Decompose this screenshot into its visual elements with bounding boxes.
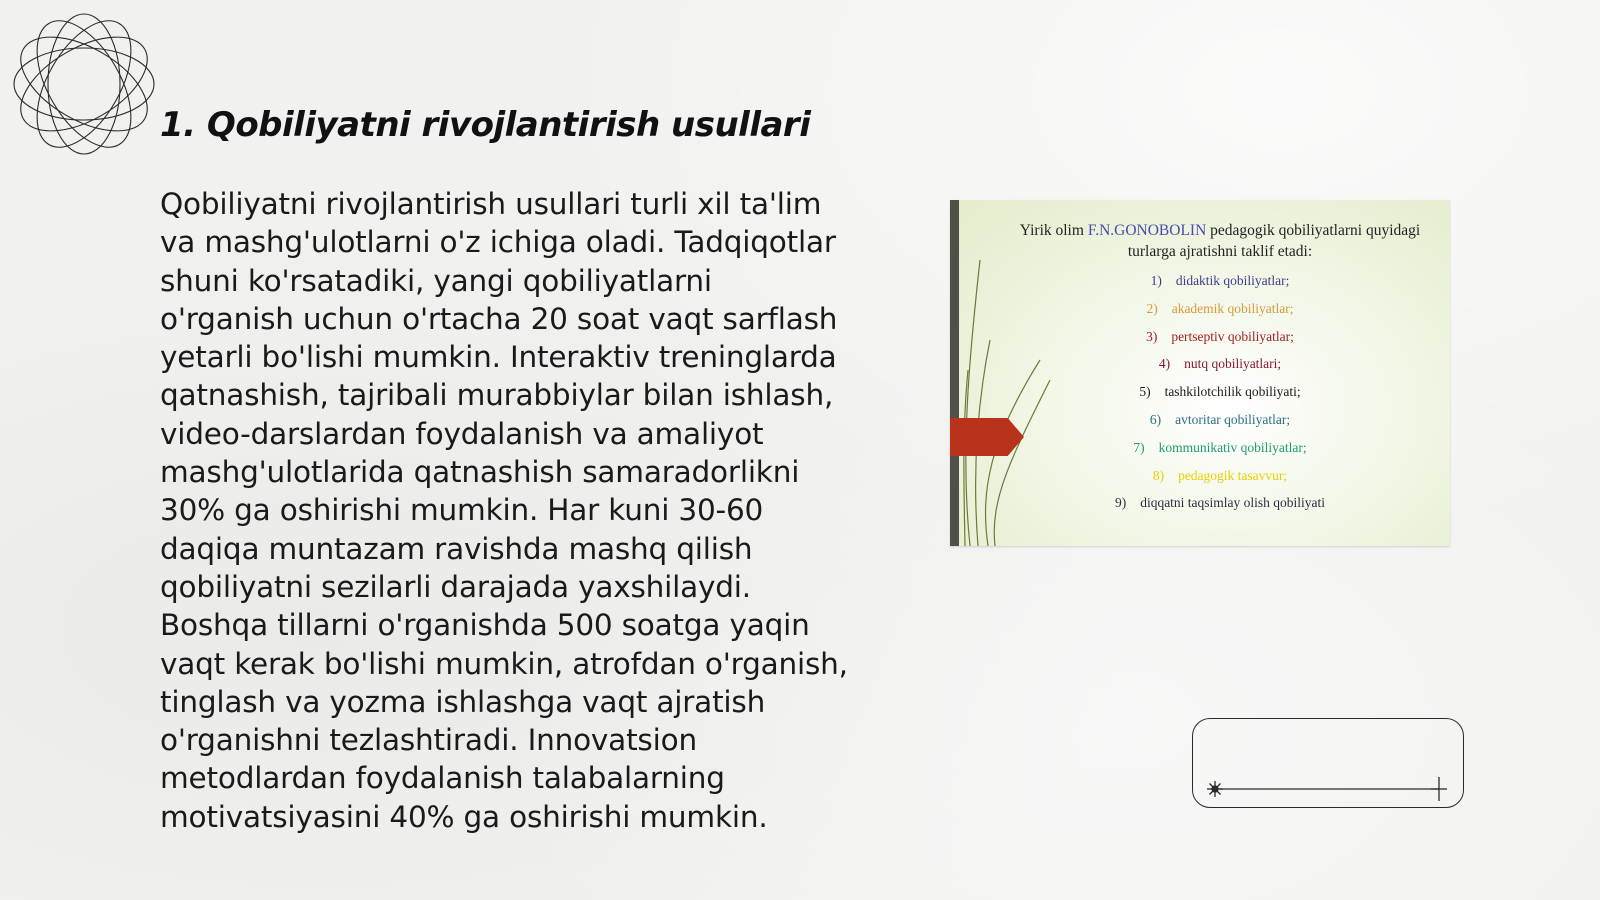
slide-title: 1. Qobiliyatni rivojlantirish usullari bbox=[160, 105, 811, 145]
sparkle-icon bbox=[1207, 781, 1223, 797]
image-heading: Yirik olim F.N.GONOBOLIN pedagogik qobiliyatlarni quyidagi turlarga ajratishni taklif etadi: bbox=[1019, 222, 1421, 260]
ability-item-text: nutq qobiliyatlari; bbox=[1184, 356, 1282, 372]
ability-item bbox=[1010, 489, 1430, 517]
image-text-block bbox=[1010, 220, 1430, 517]
star-cross-icon bbox=[1431, 777, 1447, 801]
spirograph-decoration-icon bbox=[10, 10, 158, 158]
ability-item-text: pertseptiv qobiliyatlar; bbox=[1171, 328, 1294, 344]
ability-item-number: 9) bbox=[1114, 495, 1127, 511]
ability-item-text: pedagogik tasavvur; bbox=[1178, 467, 1288, 483]
ability-item-number: 8) bbox=[1152, 467, 1165, 483]
ability-item-number: 6) bbox=[1149, 411, 1162, 427]
ability-item bbox=[1010, 267, 1430, 295]
ability-item bbox=[1010, 462, 1430, 490]
ability-item bbox=[1010, 350, 1430, 378]
ability-item-text: diqqatni taqsimlay olish qobiliyati bbox=[1140, 495, 1326, 511]
ability-item bbox=[1010, 295, 1430, 323]
scientist-name: F.N.GONOBOLIN bbox=[1087, 222, 1207, 239]
ability-item-text: tashkilotchilik qobiliyati; bbox=[1164, 384, 1301, 400]
ability-item-text: akademik qobiliyatlar; bbox=[1171, 300, 1294, 316]
ability-item-number: 3) bbox=[1146, 328, 1158, 344]
ability-item-text: didaktik qobiliyatlar; bbox=[1175, 273, 1290, 288]
ability-item-number: 1) bbox=[1150, 273, 1162, 288]
ability-item bbox=[1010, 378, 1430, 406]
ability-item-number: 4) bbox=[1158, 356, 1171, 372]
ability-item bbox=[1010, 406, 1430, 434]
slide-body-text: Qobiliyatni rivojlantirish usullari turli xil ta'lim va mashg'ulotlarni o'z ichiga oladi. Tadqiqotlar shuni ko'rsatadiki, yangi qobiliyatlarni o'rganish uchun o'rtacha 20 soat vaqt sarflash yetarli bo'lishi mumkin. Interaktiv treninglarda qatnashish, tajribali murabbiylar bilan ishlash, video-darslardan foydalanish va amaliyot mashg'ulotlarida qatnashish samaradorlikni 30% ga oshirishi mumkin. Har kuni 30-60 daqiqa muntazam ravishda mashq qilish qobiliyatni sezilarli darajada yaxshilaydi. Boshqa tillarni o'rganishda 500 soatga yaqin vaqt kerak bo'lishi mumkin, atrofdan o'rganish, tinglash va yozma ishlashga vaqt ajratish o'rganishni tezlashtiradi. Innovatsion metodlardan foydalanish talabalarning motivatsiyasini 40% ga oshirishi mumkin. bbox=[160, 187, 848, 834]
ability-item-text: avtoritar qobiliyatlar; bbox=[1175, 411, 1291, 427]
ability-item-number: 2) bbox=[1146, 300, 1158, 316]
timeline-line bbox=[1193, 719, 1465, 809]
ability-item bbox=[1010, 434, 1430, 462]
ability-item-number: 7) bbox=[1133, 439, 1145, 455]
timeline-box bbox=[1192, 718, 1464, 808]
abilities-list bbox=[1010, 267, 1430, 517]
ability-item-text: kommunikativ qobiliyatlar; bbox=[1158, 439, 1307, 455]
ability-item bbox=[1010, 323, 1430, 351]
ability-item-number: 5) bbox=[1139, 384, 1151, 400]
embedded-slide-image bbox=[950, 200, 1450, 546]
